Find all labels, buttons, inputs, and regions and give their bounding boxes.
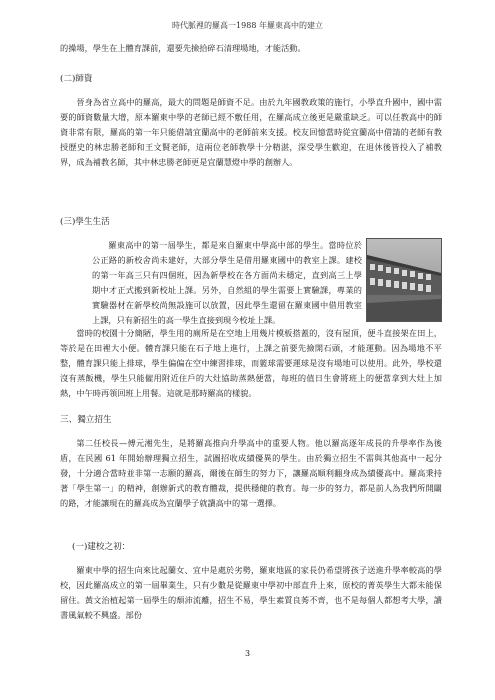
historic-school-building-photo	[366, 238, 442, 322]
photo-image	[367, 239, 441, 321]
intro-continuation: 的操場，學生在上體育課前，還要先撿拾碎石清理場地，才能活動。	[60, 43, 306, 53]
section-heading-beginning: (一)建校之初：	[72, 542, 131, 552]
running-header: 時代脈裡的羅高一1988 年羅東高中的建立	[172, 21, 323, 30]
paragraph-teachers: 晉身為省立高中的羅高，最大的問題是師資不足。由於九年國教政策的施行，小學直升國中，國中需要的師資數量大增，原本羅東中學的老師已經不敷任用，在羅高成立後更是嚴重缺乏。可以任教高中的師資非常有限，羅高的第一年只能借請宜蘭高中的老師前來支援。校友回憶當時從宜蘭高中借請的老師有教授歷史的林忠勝老師和王文賢老師，這兩位老師教學十分精湛，深受學生歡迎，在退休後皆投入了補教界，成為補教名師，其中林忠勝老師更是宜蘭慧燈中學的創辦人。	[60, 97, 442, 167]
paragraph-student-life-1: 羅東高中的第一屆學生，都是來自羅東中學高中部的學生。當時位於公正路的新校舍尚未建好，大部分學生是借用羅東國中的教室上課。建校的第一年高三只有四個班，因為新學校在各方面尚未穩定，直到高三上學期中才正式搬到新校址上課。另外，自然組的學生需要上實驗課，專業的實驗器材在新學校尚無設施可以放置，因此學生還留在羅東國中借用教室上課，只有新招生的高一學生直接到現今校址上課。	[92, 240, 362, 325]
section-heading-admission: 三、獨立招生	[60, 415, 112, 425]
paragraph-admission: 第二任校長—傅元湘先生，是將羅高推向升學高中的重要人物。他以羅高逐年成長的升學率作為後盾，在民國 61 年開始辦理獨立招生，試圖招收成績優異的學生。由於獨立招生不需與其他高中一起分發，十分適合當時並非第一志願的羅高，爾後在師生的努力下，讓羅高順利翻身成為績優高中。羅高秉持著「學生第一」的精神，創辦新式的教育體裁，提供穩健的教育。每一步的努力，都是前人為我們所開闢的路，才能讓現在的羅高成為宜蘭學子就讀高中的第一選擇。	[60, 438, 442, 508]
page-number: 3	[244, 649, 251, 658]
section-heading-student-life: (三)學生生活	[60, 217, 110, 227]
section-heading-teachers: (二)師資	[60, 74, 93, 84]
paragraph-student-life-2: 當時的校園十分簡陋，學生用的廁所是在空地上用幾片模板搭蓋的，沒有屋頂，便斗直接架在田上，等於是在田裡大小便。體育課只能在石子地上進行，上課之前要先撿開石頭，才能運動。因為場地不平整，體育課只能上排球，學生偏偏在空中練習排球，而籃球需要運球是沒有場地可以使用。此外，學校還沒有蒸飯機，學生只能僱用附近住戶的大灶協助蒸熱便當，每班的值日生會將班上的便當拿到大灶上加熱，中午時再領回班上用餐。這就是那時羅高的樣貌。	[60, 328, 442, 398]
paragraph-beginning: 羅東中學的招生向來比起蘭女、宜中是處於劣勢，羅東地區的家長仍希望將孩子送進升學率較高的學校，因此羅高成立的第一屆畢業生，只有少數是從羅東中學初中部直升上來，原校的菁英學生大都未能保留住。黃文治植起第一屆學生的頹沛流離，招生不易，學生素質良莠不齊，也不是每個人都想考大學，讀書風氣較不興盛。部份	[60, 565, 442, 620]
